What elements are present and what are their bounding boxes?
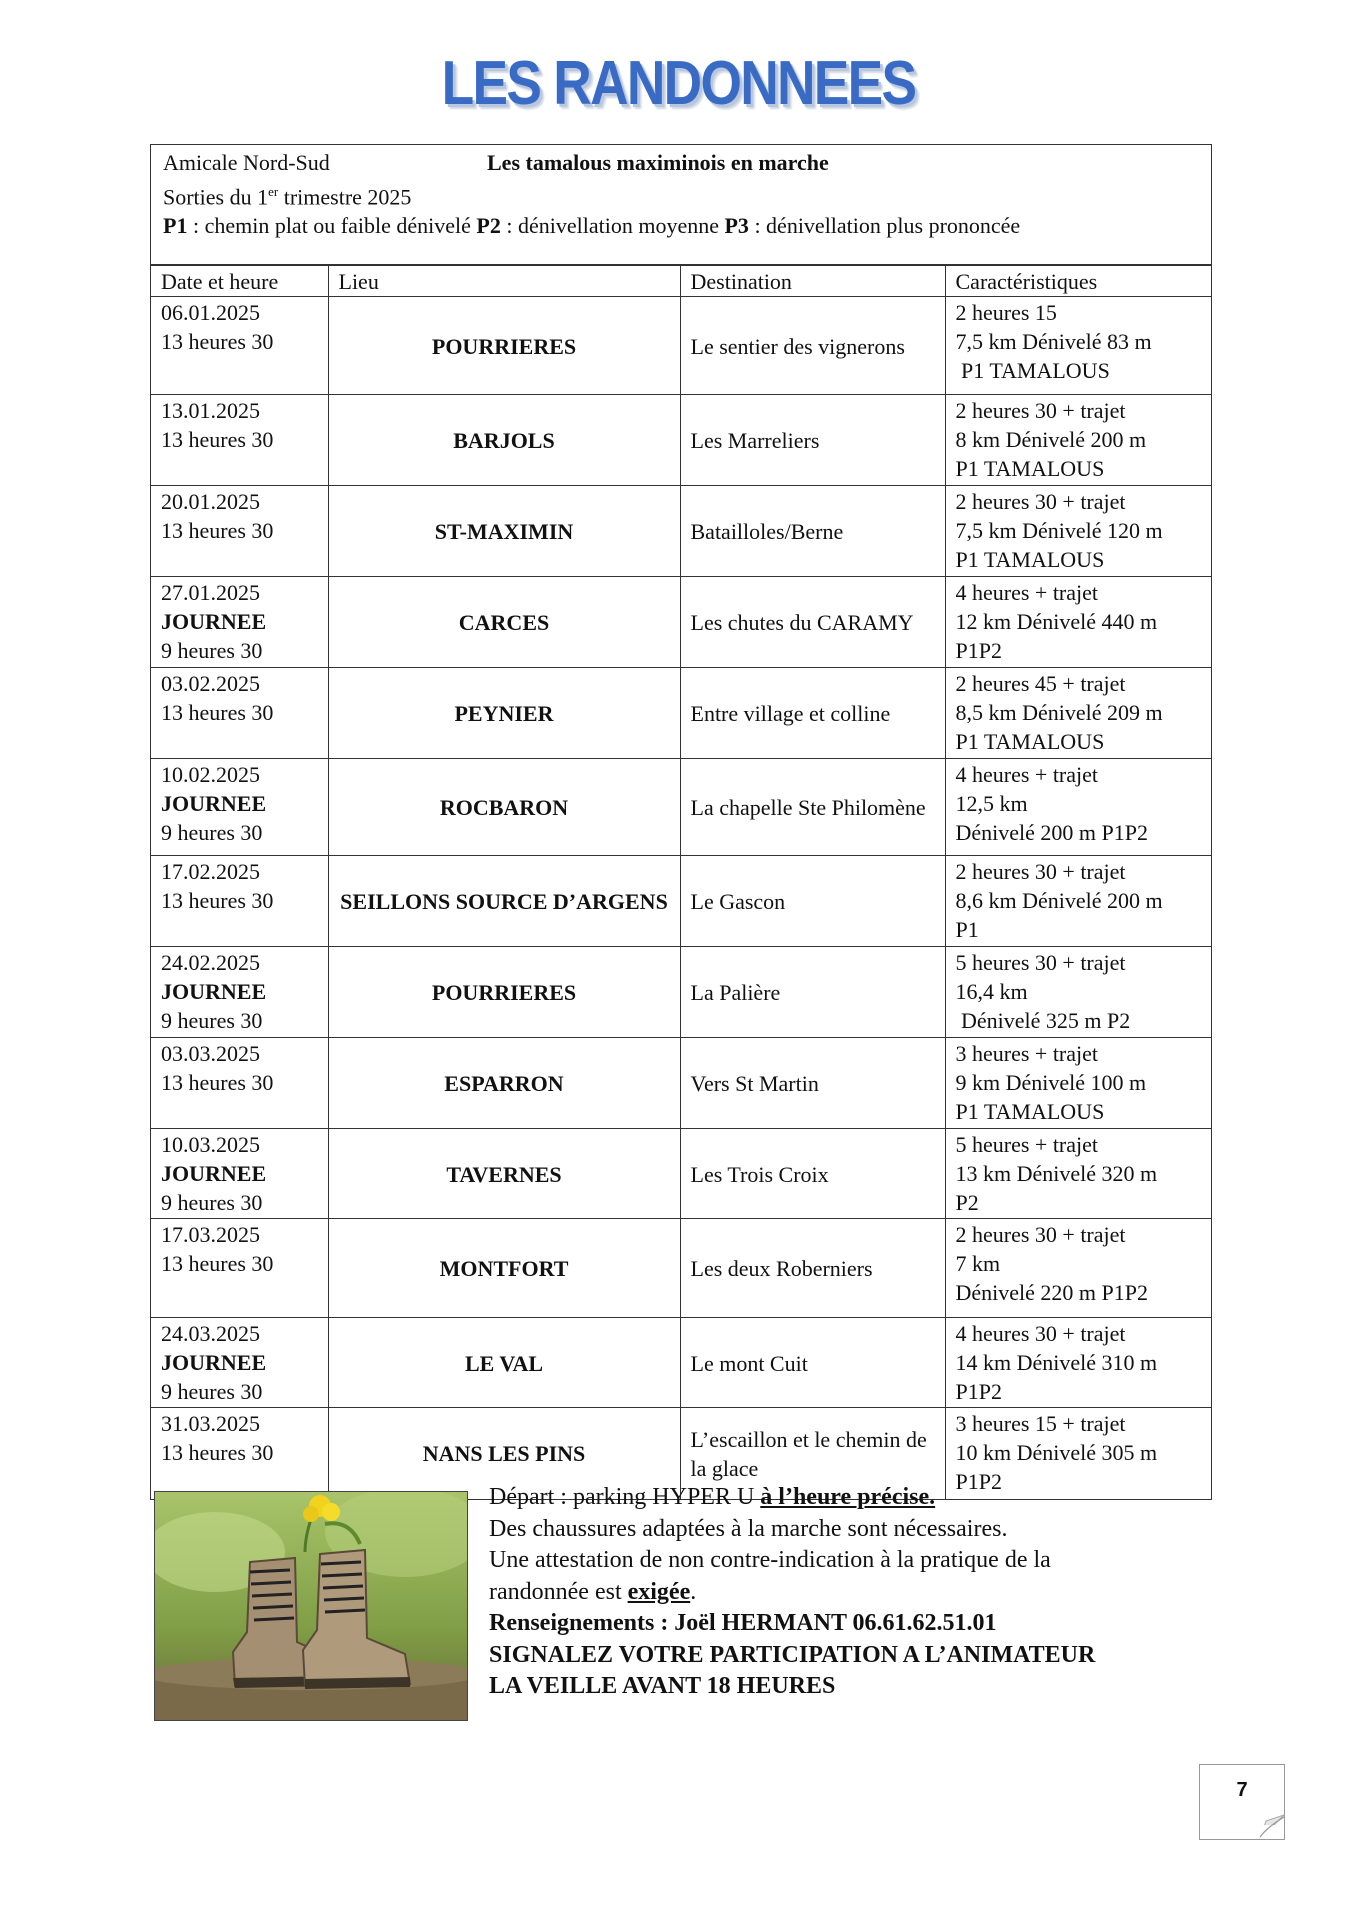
walk-row (151, 395, 1211, 486)
meeting-point-line (489, 1482, 1209, 1514)
features-cell (945, 486, 1211, 577)
date-cell (151, 759, 328, 856)
place-cell: SEILLONS SOURCE D’ARGENS (328, 856, 680, 947)
difficulty: P1 TAMALOUS (955, 547, 1105, 572)
certificate-end: . (690, 1578, 697, 1605)
destination-cell: Vers St Martin (680, 1038, 945, 1129)
period-suffix: trimestre 2025 (278, 184, 412, 210)
distance-elevation: 14 km Dénivelé 310 m (955, 1350, 1158, 1375)
col-header-place: Lieu (328, 266, 680, 297)
distance-elevation: 10 km Dénivelé 305 m (955, 1440, 1158, 1465)
date-cell (151, 1129, 328, 1219)
distance-elevation: 16,4 km (955, 979, 1028, 1004)
features-cell (945, 1129, 1211, 1219)
features-cell (945, 1219, 1211, 1318)
distance-elevation: 8,6 km Dénivelé 200 m (955, 888, 1163, 913)
duration: 2 heures 30 + trajet (955, 859, 1126, 884)
walk-time: 13 heures 30 (161, 1251, 274, 1276)
page-curl-icon (1200, 1765, 1284, 1839)
date-cell (151, 1038, 328, 1129)
place-cell: ESPARRON (328, 1038, 680, 1129)
walk-time: 13 heures 30 (161, 427, 274, 452)
certificate-text: randonnée est (489, 1578, 628, 1605)
walks-table (151, 265, 1211, 1499)
period-line (163, 177, 1199, 211)
hiking-boots-photo (154, 1491, 468, 1721)
distance-elevation: 13 km Dénivelé 320 m (955, 1161, 1158, 1186)
boots-illustration (155, 1492, 467, 1720)
destination-cell: Batailloles/Berne (680, 486, 945, 577)
walk-date: 10.03.2025 (161, 1132, 260, 1157)
distance-elevation: 8 km Dénivelé 200 m (955, 427, 1147, 452)
period-prefix: Sorties du 1 (163, 184, 269, 210)
club-slogan: Les tamalous maximinois en marche (487, 150, 829, 175)
contact-line: Renseignements : Joël HERMANT 06.61.62.51.01 (489, 1610, 997, 1636)
duration: 4 heures + trajet (955, 762, 1099, 787)
walk-row (151, 1318, 1211, 1408)
features-cell (945, 1038, 1211, 1129)
difficulty: P1P2 (955, 1469, 1002, 1494)
difficulty: P1 TAMALOUS (955, 358, 1110, 383)
destination-cell: Entre village et colline (680, 668, 945, 759)
date-cell (151, 947, 328, 1038)
walk-row (151, 759, 1211, 856)
features-cell (945, 395, 1211, 486)
place-cell: ROCBARON (328, 759, 680, 856)
features-cell (945, 1318, 1211, 1408)
distance-elevation: 8,5 km Dénivelé 209 m (955, 700, 1163, 725)
day-type: JOURNEE (161, 791, 267, 816)
col-header-features: Caractéristiques (945, 266, 1211, 297)
distance-elevation: 7,5 km Dénivelé 83 m (955, 329, 1152, 354)
walk-time: 9 heures 30 (161, 1008, 263, 1033)
certificate-line-2 (489, 1577, 1209, 1609)
certificate-line-1: Une attestation de non contre-indication à la pratique de la (489, 1547, 1051, 1573)
destination-cell: Le sentier des vignerons (680, 297, 945, 395)
walk-row (151, 668, 1211, 759)
features-cell (945, 947, 1211, 1038)
duration: 2 heures 30 + trajet (955, 1222, 1126, 1247)
difficulty: P2 (955, 1190, 979, 1215)
walk-date: 03.03.2025 (161, 1041, 260, 1066)
duration: 3 heures + trajet (955, 1041, 1099, 1066)
distance-elevation: 9 km Dénivelé 100 m (955, 1070, 1147, 1095)
walk-row (151, 1129, 1211, 1219)
col-header-destination: Destination (680, 266, 945, 297)
distance-elevation: 12,5 km (955, 791, 1028, 816)
distance-elevation: 12 km Dénivelé 440 m (955, 609, 1158, 634)
duration: 2 heures 45 + trajet (955, 671, 1126, 696)
destination-cell: Le Gascon (680, 856, 945, 947)
p1-text: : chemin plat ou faible dénivelé (187, 213, 477, 239)
walk-time: 13 heures 30 (161, 1070, 274, 1095)
walk-time: 9 heures 30 (161, 820, 263, 845)
distance-elevation: 7,5 km Dénivelé 120 m (955, 518, 1163, 543)
features-cell (945, 297, 1211, 395)
difficulty-legend (163, 211, 1199, 240)
walk-row (151, 947, 1211, 1038)
date-cell (151, 395, 328, 486)
duration: 3 heures 15 + trajet (955, 1411, 1126, 1436)
difficulty: P1P2 (955, 1379, 1002, 1404)
meeting-point: Départ : parking HYPER U (489, 1484, 761, 1510)
duration: 4 heures + trajet (955, 580, 1099, 605)
p2-code: P2 (476, 213, 501, 239)
walk-date: 10.02.2025 (161, 762, 260, 787)
place-cell: ST-MAXIMIN (328, 486, 680, 577)
duration: 5 heures 30 + trajet (955, 950, 1126, 975)
place-cell: POURRIERES (328, 297, 680, 395)
p3-code: P3 (724, 213, 749, 239)
page-number-box (1199, 1764, 1285, 1840)
day-type: JOURNEE (161, 1350, 267, 1375)
col-header-date: Date et heure (151, 266, 328, 297)
destination-cell: Les Trois Croix (680, 1129, 945, 1219)
walk-date: 17.02.2025 (161, 859, 260, 884)
signup-line-2: LA VEILLE AVANT 18 HEURES (489, 1673, 836, 1699)
walk-date: 06.01.2025 (161, 300, 260, 325)
date-cell (151, 486, 328, 577)
practical-notes (489, 1482, 1209, 1703)
difficulty: P1 TAMALOUS (955, 1099, 1105, 1124)
duration: 2 heures 30 + trajet (955, 398, 1126, 423)
walk-date: 03.02.2025 (161, 671, 260, 696)
walk-date: 17.03.2025 (161, 1222, 260, 1247)
features-cell (945, 759, 1211, 856)
walk-row (151, 856, 1211, 947)
table-header-row (151, 266, 1211, 297)
place-cell: MONTFORT (328, 1219, 680, 1318)
difficulty: P1 (955, 917, 979, 942)
date-cell (151, 1219, 328, 1318)
difficulty: P1 TAMALOUS (955, 729, 1105, 754)
day-type: JOURNEE (161, 979, 267, 1004)
header-row (163, 148, 1199, 177)
walk-date: 13.01.2025 (161, 398, 260, 423)
page-title: LES RANDONNEES (441, 49, 916, 118)
date-cell (151, 1318, 328, 1408)
duration: 2 heures 15 (955, 300, 1057, 325)
p3-text: : dénivellation plus prononcée (748, 213, 1021, 239)
features-cell (945, 668, 1211, 759)
destination-cell: Le mont Cuit (680, 1318, 945, 1408)
difficulty: P1 TAMALOUS (955, 456, 1105, 481)
date-cell (151, 1408, 328, 1499)
club-name: Amicale Nord-Sud (163, 150, 330, 175)
walk-row (151, 1219, 1211, 1318)
walk-time: 9 heures 30 (161, 1379, 263, 1404)
destination-cell: L’escaillon et le chemin de la glace (680, 1408, 945, 1499)
date-cell (151, 668, 328, 759)
place-cell: BARJOLS (328, 395, 680, 486)
duration: 4 heures 30 + trajet (955, 1321, 1126, 1346)
walk-row (151, 486, 1211, 577)
punctuality-note: à l’heure précise. (760, 1484, 936, 1510)
difficulty: P1P2 (955, 638, 1002, 663)
walk-date: 24.02.2025 (161, 950, 260, 975)
features-cell (945, 577, 1211, 668)
difficulty: Dénivelé 220 m P1P2 (955, 1280, 1148, 1305)
date-cell (151, 577, 328, 668)
walk-time: 13 heures 30 (161, 1440, 274, 1465)
destination-cell: Les deux Roberniers (680, 1219, 945, 1318)
date-cell (151, 856, 328, 947)
place-cell: LE VAL (328, 1318, 680, 1408)
date-cell (151, 297, 328, 395)
walk-row (151, 577, 1211, 668)
walk-date: 24.03.2025 (161, 1321, 260, 1346)
destination-cell: La Palière (680, 947, 945, 1038)
certificate-required: exigée (627, 1578, 691, 1605)
walk-time: 13 heures 30 (161, 329, 274, 354)
day-type: JOURNEE (161, 609, 267, 634)
walk-time: 13 heures 30 (161, 518, 274, 543)
place-cell: TAVERNES (328, 1129, 680, 1219)
walk-time: 9 heures 30 (161, 638, 263, 663)
difficulty: Dénivelé 200 m P1P2 (955, 820, 1148, 845)
day-type: JOURNEE (161, 1161, 267, 1186)
duration: 2 heures 30 + trajet (955, 489, 1126, 514)
destination-cell: La chapelle Ste Philomène (680, 759, 945, 856)
walk-time: 9 heures 30 (161, 1190, 263, 1215)
walk-date: 20.01.2025 (161, 489, 260, 514)
p1-code: P1 (163, 213, 188, 239)
place-cell: POURRIERES (328, 947, 680, 1038)
p2-text: : dénivellation moyenne (500, 213, 725, 239)
features-cell (945, 856, 1211, 947)
place-cell: CARCES (328, 577, 680, 668)
destination-cell: Les chutes du CARAMY (680, 577, 945, 668)
walk-date: 27.01.2025 (161, 580, 260, 605)
walk-row (151, 1038, 1211, 1129)
place-cell: PEYNIER (328, 668, 680, 759)
walk-date: 31.03.2025 (161, 1411, 260, 1436)
destination-cell: Les Marreliers (680, 395, 945, 486)
place-cell: NANS LES PINS (328, 1408, 680, 1499)
difficulty: Dénivelé 325 m P2 (955, 1008, 1131, 1033)
walk-row (151, 297, 1211, 395)
period-ordinal: er (268, 184, 279, 199)
schedule-sheet (150, 144, 1212, 1500)
page-number: 7 (1236, 1779, 1248, 1801)
walk-time: 13 heures 30 (161, 700, 274, 725)
walk-time: 13 heures 30 (161, 888, 274, 913)
signup-line-1: SIGNALEZ VOTRE PARTICIPATION A L’ANIMATEUR (489, 1641, 1096, 1668)
distance-elevation: 7 km (955, 1251, 1001, 1276)
duration: 5 heures + trajet (955, 1132, 1099, 1157)
sheet-header (151, 145, 1211, 265)
shoes-line: Des chaussures adaptées à la marche sont nécessaires. (489, 1515, 1008, 1542)
